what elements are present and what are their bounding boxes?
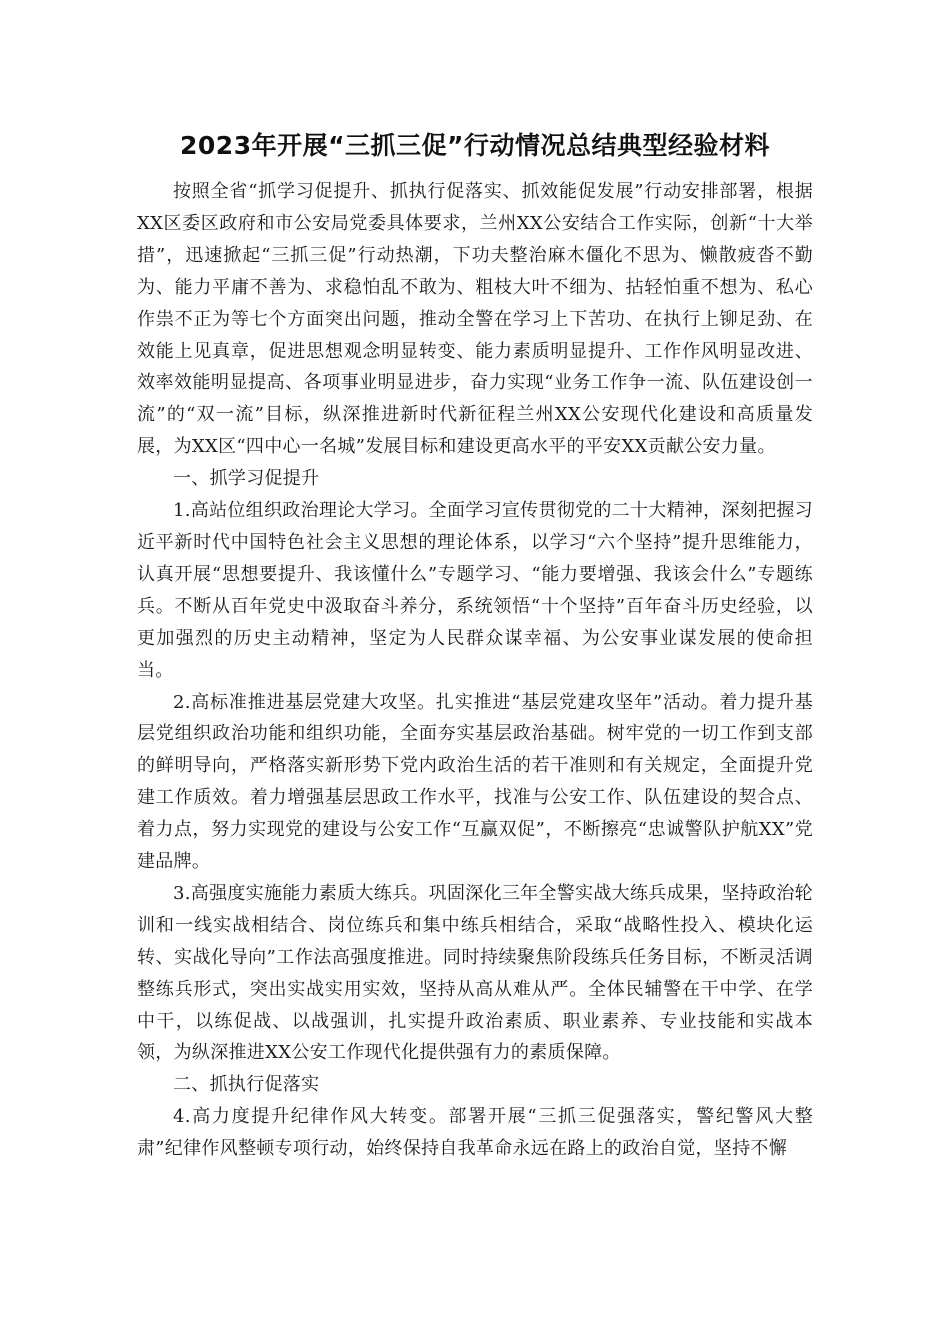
paragraph-1: 1.高站位组织政治理论大学习。全面学习宣传贯彻党的二十大精神，深刻把握习近平新时代中国特色社会主义思想的理论体系，以学习“六个坚持”提升思维能力，认真开展“思想要提升、我该懂什么”专题学习、“能力要增强、我该会什么”专题练兵。不断从百年党史中汲取奋斗养分，系统领悟“十个坚持”百年奋斗历史经验，以更加强烈的历史主动精神，坚定为人民群众谋幸福、为公安事业谋发展的使命担当。 bbox=[137, 500, 813, 681]
intro-paragraph: 按照全省“抓学习促提升、抓执行促落实、抓效能促发展”行动安排部署，根据XX区委区政府和市公安局党委具体要求，兰州XX公安结合工作实际，创新“十大举措”，迅速掀起“三抓三促”行动热潮，下功夫整治麻木僵化不思为、懒散疲沓不勤为、能力平庸不善为、求稳怕乱不敢为、粗枝大叶不细为、拈轻怕重不想为、私心作祟不正为等七个方面突出问题，推动全警在学习上下苦功、在执行上铆足劲、在效能上见真章，促进思想观念明显转变、能力素质明显提升、工作作风明显改进、效率效能明显提高、各项事业明显进步，奋力实现“业务工作争一流、队伍建设创一流”的“双一流”目标，纵深推进新时代新征程兰州XX公安现代化建设和高质量发展，为XX区“四中心一名城”发展目标和建设更高水平的平安XX贡献公安力量。 bbox=[137, 181, 813, 458]
section-heading-2: 二、抓执行促落实 bbox=[173, 1074, 320, 1096]
paragraph-3: 3.高强度实施能力素质大练兵。巩固深化三年全警实战大练兵成果，坚持政治轮训和一线实战相结合、岗位练兵和集中练兵相结合，采取“战略性投入、模块化运转、实战化导向”工作法高强度推进。同时持续聚焦阶段练兵任务目标，不断灵活调整练兵形式，突出实战实用实效，坚持从高从难从严。全体民辅警在干中学、在学中干，以练促战、以战强训，扎实提升政治素质、职业素养、专业技能和实战本领，为纵深推进XX公安工作现代化提供强有力的素质保障。 bbox=[137, 882, 813, 1064]
paragraph-4: 4.高力度提升纪律作风大转变。部署开展“三抓三促强落实，警纪警风大整肃”纪律作风整顿专项行动，始终保持自我革命永远在路上的政治自觉，坚持不懈 bbox=[137, 1106, 813, 1160]
document-title: 2023年开展“三抓三促”行动情况总结典型经验材料 bbox=[180, 131, 770, 160]
section-heading-1: 一、抓学习促提升 bbox=[173, 468, 320, 490]
document-body bbox=[137, 176, 813, 1165]
paragraph-2: 2.高标准推进基层党建大攻坚。扎实推进“基层党建攻坚年”活动。着力提升基层党组织政治功能和组织功能，全面夯实基层政治基础。树牢党的一切工作到支部的鲜明导向，严格落实新形势下党内政治生活的若干准则和有关规定，全面提升党建工作质效。着力增强基层思政工作水平，找准与公安工作、队伍建设的契合点、着力点，努力实现党的建设与公安工作“互赢双促”，不断擦亮“忠诚警队护航XX”党建品牌。 bbox=[137, 691, 813, 873]
